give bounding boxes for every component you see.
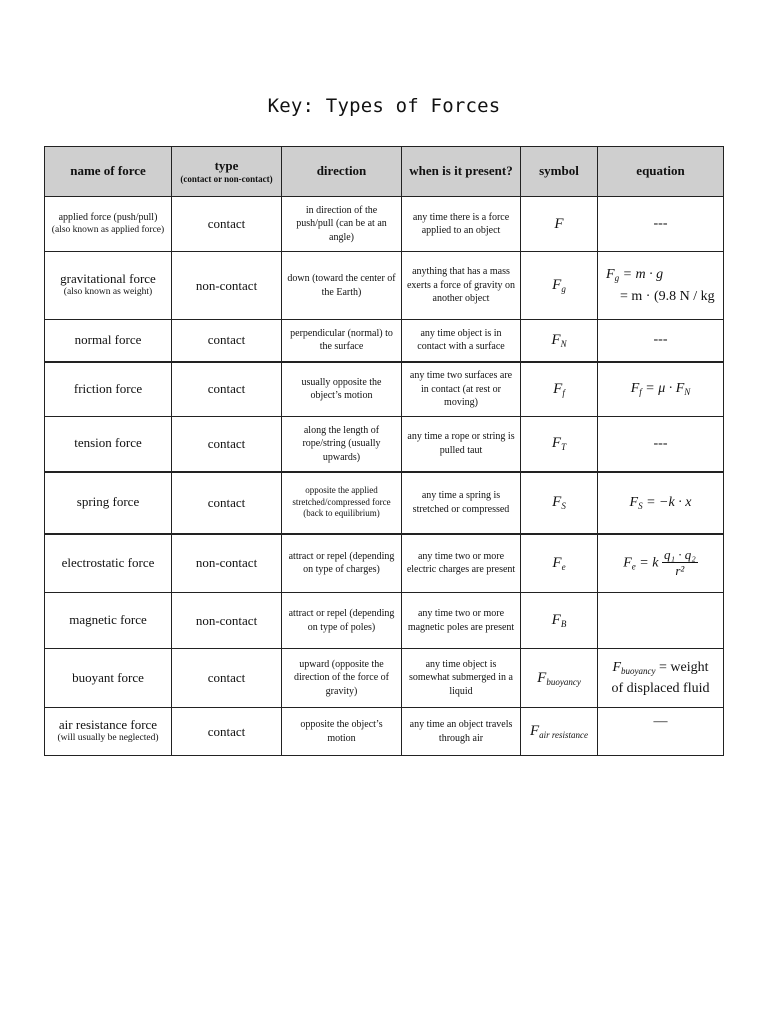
force-direction: attract or repel (depending on type of charges)	[282, 534, 402, 593]
force-type: contact	[172, 320, 282, 362]
force-name-note: (also known as applied force)	[51, 224, 165, 235]
force-name-cell	[45, 252, 172, 320]
force-name: buoyant force	[45, 649, 172, 708]
header-equation: equation	[598, 147, 724, 197]
table-row	[45, 649, 724, 708]
table-row	[45, 708, 724, 756]
force-type: non-contact	[172, 593, 282, 649]
force-direction: usually opposite the object’s motion	[282, 362, 402, 417]
symbol-subscript: f	[562, 387, 565, 398]
table-row	[45, 362, 724, 417]
force-name-note: (will usually be neglected)	[57, 733, 159, 744]
header-direction: direction	[282, 147, 402, 197]
force-name: electrostatic force	[45, 534, 172, 593]
force-when: any time two or more electric charges are present	[402, 534, 521, 593]
symbol-base: F	[554, 215, 564, 232]
header-type	[172, 147, 282, 197]
force-name: normal force	[45, 320, 172, 362]
equation-line-1: $F_g = m \cdot g$	[606, 267, 664, 284]
force-direction: in direction of the push/pull (can be at an angle)	[282, 197, 402, 252]
force-equation: $F_S = -k \cdot x$	[598, 472, 724, 534]
symbol-subscript: B	[560, 619, 567, 629]
force-name-note: (also known as weight)	[63, 287, 153, 298]
symbol-subscript: N	[560, 338, 567, 349]
header-symbol: symbol	[521, 147, 598, 197]
force-equation: ---	[598, 320, 724, 362]
force-type: contact	[172, 708, 282, 756]
force-symbol	[521, 252, 598, 320]
equation-line-1: $F_{buoyancy}$ = weight	[612, 659, 709, 676]
symbol-subscript: g	[561, 284, 566, 294]
page-title: Key: Types of Forces	[267, 95, 501, 117]
force-name: air resistance force	[58, 717, 158, 733]
table-row	[45, 534, 724, 593]
header-name: name of force	[45, 147, 172, 197]
force-name: friction force	[45, 362, 172, 417]
force-symbol: $F_N$	[521, 320, 598, 362]
table-row	[45, 197, 724, 252]
table-row	[45, 252, 724, 320]
table-row	[45, 417, 724, 472]
symbol-subscript: buoyancy	[546, 676, 581, 687]
symbol-subscript: air resistance	[539, 730, 589, 740]
force-type: contact	[172, 362, 282, 417]
force-symbol: $F_S$	[521, 472, 598, 534]
table-row	[45, 320, 724, 362]
force-name-cell	[45, 197, 172, 252]
force-name-cell	[45, 708, 172, 756]
force-name: magnetic force	[45, 593, 172, 649]
force-equation: $F_f = \mu \cdot F_N$	[598, 362, 724, 417]
force-equation: $F_e = k$ $\frac{\text{q₁ · q₂}}{\text{r²}}$	[598, 534, 724, 593]
force-when: any time a spring is stretched or compressed	[402, 472, 521, 534]
force-when: any time object is somewhat submerged in a liquid	[402, 649, 521, 708]
force-name: gravitational force	[60, 271, 156, 287]
force-when: any time a rope or string is pulled taut	[402, 417, 521, 472]
force-equation	[598, 593, 724, 649]
force-symbol: $F_f$	[521, 362, 598, 417]
force-name: spring force	[45, 472, 172, 534]
force-equation	[598, 252, 724, 320]
force-direction: attract or repel (depending on type of poles)	[282, 593, 402, 649]
force-direction: down (toward the center of the Earth)	[282, 252, 402, 320]
equation-line-2: = m · (9.8 N / kg	[620, 288, 715, 304]
force-direction: opposite the object’s motion	[282, 708, 402, 756]
force-type: non-contact	[172, 252, 282, 320]
equation-line-2: of displaced fluid	[611, 681, 710, 697]
force-type: non-contact	[172, 534, 282, 593]
symbol-subscript: T	[561, 442, 567, 453]
force-equation: ---	[598, 417, 724, 472]
force-when: any time two surfaces are in contact (at rest or moving)	[402, 362, 521, 417]
force-type: contact	[172, 197, 282, 252]
symbol-base: F	[552, 277, 562, 293]
force-symbol: $F_e$	[521, 534, 598, 593]
symbol-subscript: e	[561, 561, 566, 572]
force-direction: perpendicular (normal) to the surface	[282, 320, 402, 362]
table-row	[45, 472, 724, 534]
table-row	[45, 593, 724, 649]
force-type: contact	[172, 649, 282, 708]
force-equation	[598, 649, 724, 708]
force-when: anything that has a mass exerts a force of gravity on another object	[402, 252, 521, 320]
force-type: contact	[172, 472, 282, 534]
force-direction: opposite the applied stretched/compressed force (back to equilibrium)	[282, 472, 402, 534]
equation-fraction: $\frac{\text{q₁ · q₂}}{\text{r²}}$	[663, 546, 696, 579]
force-type: contact	[172, 417, 282, 472]
force-when: any time an object travels through air	[402, 708, 521, 756]
header-row	[45, 147, 724, 197]
header-when: when is it present?	[402, 147, 521, 197]
force-name: tension force	[45, 417, 172, 472]
force-equation: —	[598, 708, 724, 756]
force-symbol: $F_T$	[521, 417, 598, 472]
force-symbol: $F_{buoyancy}$	[521, 649, 598, 708]
force-equation: ---	[598, 197, 724, 252]
force-symbol	[521, 197, 598, 252]
force-direction: along the length of rope/string (usually upwards)	[282, 417, 402, 472]
force-when: any time there is a force applied to an object	[402, 197, 521, 252]
force-symbol: $F_{air resistance}$	[521, 708, 598, 756]
force-direction: upward (opposite the direction of the force of gravity)	[282, 649, 402, 708]
force-name: applied force (push/pull)	[58, 212, 158, 224]
force-symbol: $F_B$	[521, 593, 598, 649]
forces-table	[44, 146, 724, 756]
header-type-label: type	[214, 158, 239, 174]
header-type-sub: (contact or non-contact)	[180, 174, 273, 185]
symbol-subscript: S	[561, 501, 566, 511]
force-when: any time two or more magnetic poles are present	[402, 593, 521, 649]
force-when: any time object is in contact with a surface	[402, 320, 521, 362]
